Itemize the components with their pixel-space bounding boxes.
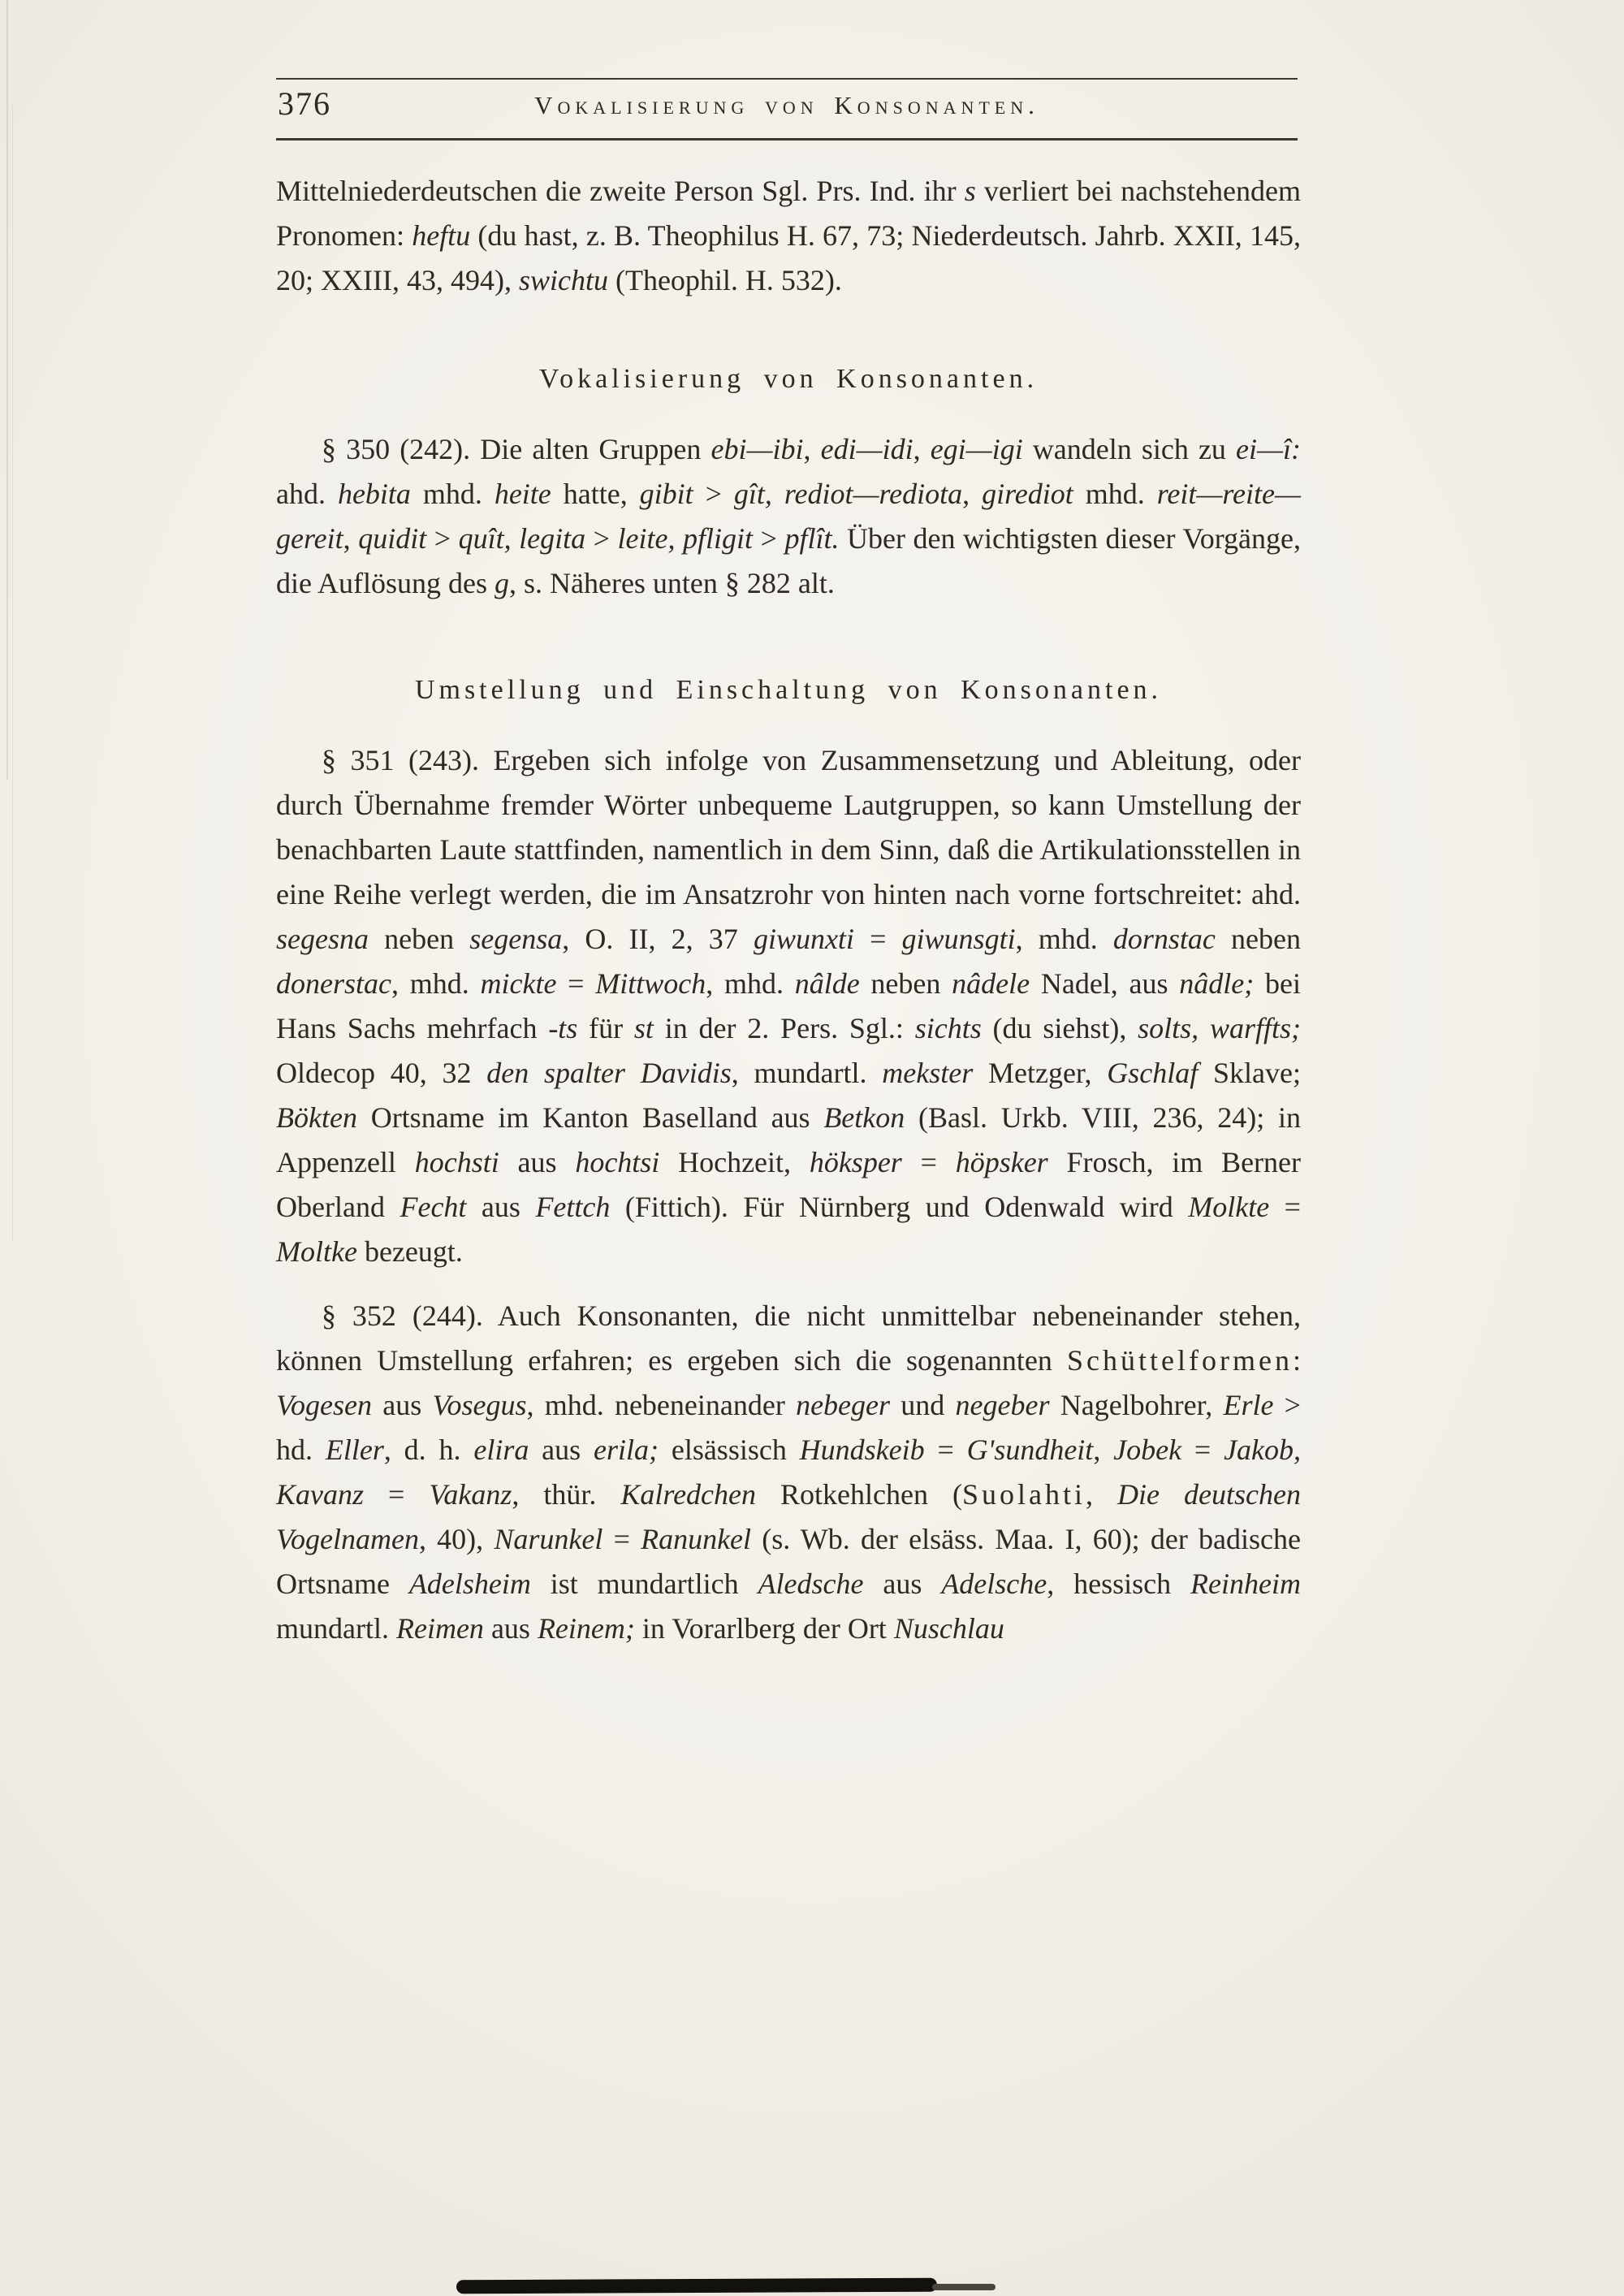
paragraph-350: § 350 (242). Die alten Gruppen ebi—ibi, edi—idi, egi—igi wandeln sich zu ei—î: ahd. hebita mhd. heite hatte, gibit > gît, rediot—rediota, girediot mhd. reit—reite—gereit, quidit > quît, legita > leite, pfligit > pflît. Über den wichtigsten dieser Vorgänge, die Auflösung des g, s. Näheres unten § 282 alt. <box>276 433 1302 599</box>
section-heading-umstellung: Umstellung und Einschaltung von Konsonanten. <box>414 675 1163 705</box>
scan-artifact-left-line-2 <box>12 106 13 1243</box>
intro-paragraph: Mittelniederdeutschen die zweite Person Sgl. Prs. Ind. ihr s verliert bei nachstehendem Pronomen: heftu (du hast, z. B. Theophilus H. 67, 73; Niederdeutsch. Jahrb. XXII, 145, 20; XXIII, 43, 494), swichtu (Theophil. H. 532). <box>276 175 1302 296</box>
scan-artifact-bottom-smudge-tail <box>932 2284 996 2290</box>
text-block <box>276 169 1301 1651</box>
running-head: Vokalisierung von Konsonanten. <box>534 91 1039 119</box>
section-heading-vokalisierung: Vokalisierung von Konsonanten. <box>538 364 1039 394</box>
paragraph-351: § 351 (243). Ergeben sich infolge von Zusammensetzung und Ableitung, oder durch Übernahme fremder Wörter unbequeme Lautgruppen, so kann Umstellung der benachbarten Laute stattfinden, namentlich in dem Sinn, daß die Artikulationsstellen in eine Reihe verlegt werden, die im Ansatzrohr von hinten nach vorne fortschreitet: ahd. segesna neben segensa, O. II, 2, 37 giwunxti = giwunsgti, mhd. dornstac neben donerstac, mhd. mickte = Mittwoch, mhd. nâlde neben nâdele Nadel, aus nâdle; bei Hans Sachs mehrfach -ts für st in der 2. Pers. Sgl.: sichts (du siehst), solts, warffts; Oldecop 40, 32 den spalter Davidis, mundartl. mekster Metzger, Gschlaf Sklave; Bökten Ortsname im Kanton Baselland aus Betkon (Basl. Urkb. VIII, 236, 24); in Appenzell hochsti aus hochtsi Hochzeit, höksper = höpsker Frosch, im Berner Oberland Fecht aus Fettch (Fittich). Für Nürnberg und Odenwald wird Molkte = Moltke bezeugt. <box>276 744 1302 1268</box>
header-bottom-rule <box>276 138 1298 141</box>
page-number: 376 <box>278 85 331 122</box>
scan-artifact-left-line <box>6 0 8 780</box>
scan-artifact-bottom-smudge <box>456 2278 937 2294</box>
header-top-rule <box>276 78 1298 80</box>
paragraph-352: § 352 (244). Auch Konsonanten, die nicht unmittelbar nebeneinander stehen, können Umstellung erfahren; es ergeben sich die sogenannten Schüttelformen: Vogesen aus Vosegus, mhd. nebeneinander nebeger und negeber Nagelbohrer, Erle > hd. Eller, d. h. elira aus erila; elsässisch Hundskeib = G'sundheit, Jobek = Jakob, Kavanz = Vakanz, thür. Kalredchen Rotkehlchen (Suolahti, Die deutschen Vogelnamen, 40), Narunkel = Ranunkel (s. Wb. der elsäss. Maa. I, 60); der badische Ortsname Adelsheim ist mundartlich Aledsche aus Adelsche, hessisch Reinheim mundartl. Reimen aus Reinem; in Vorarlberg der Ort Nuschlau <box>276 1299 1302 1645</box>
